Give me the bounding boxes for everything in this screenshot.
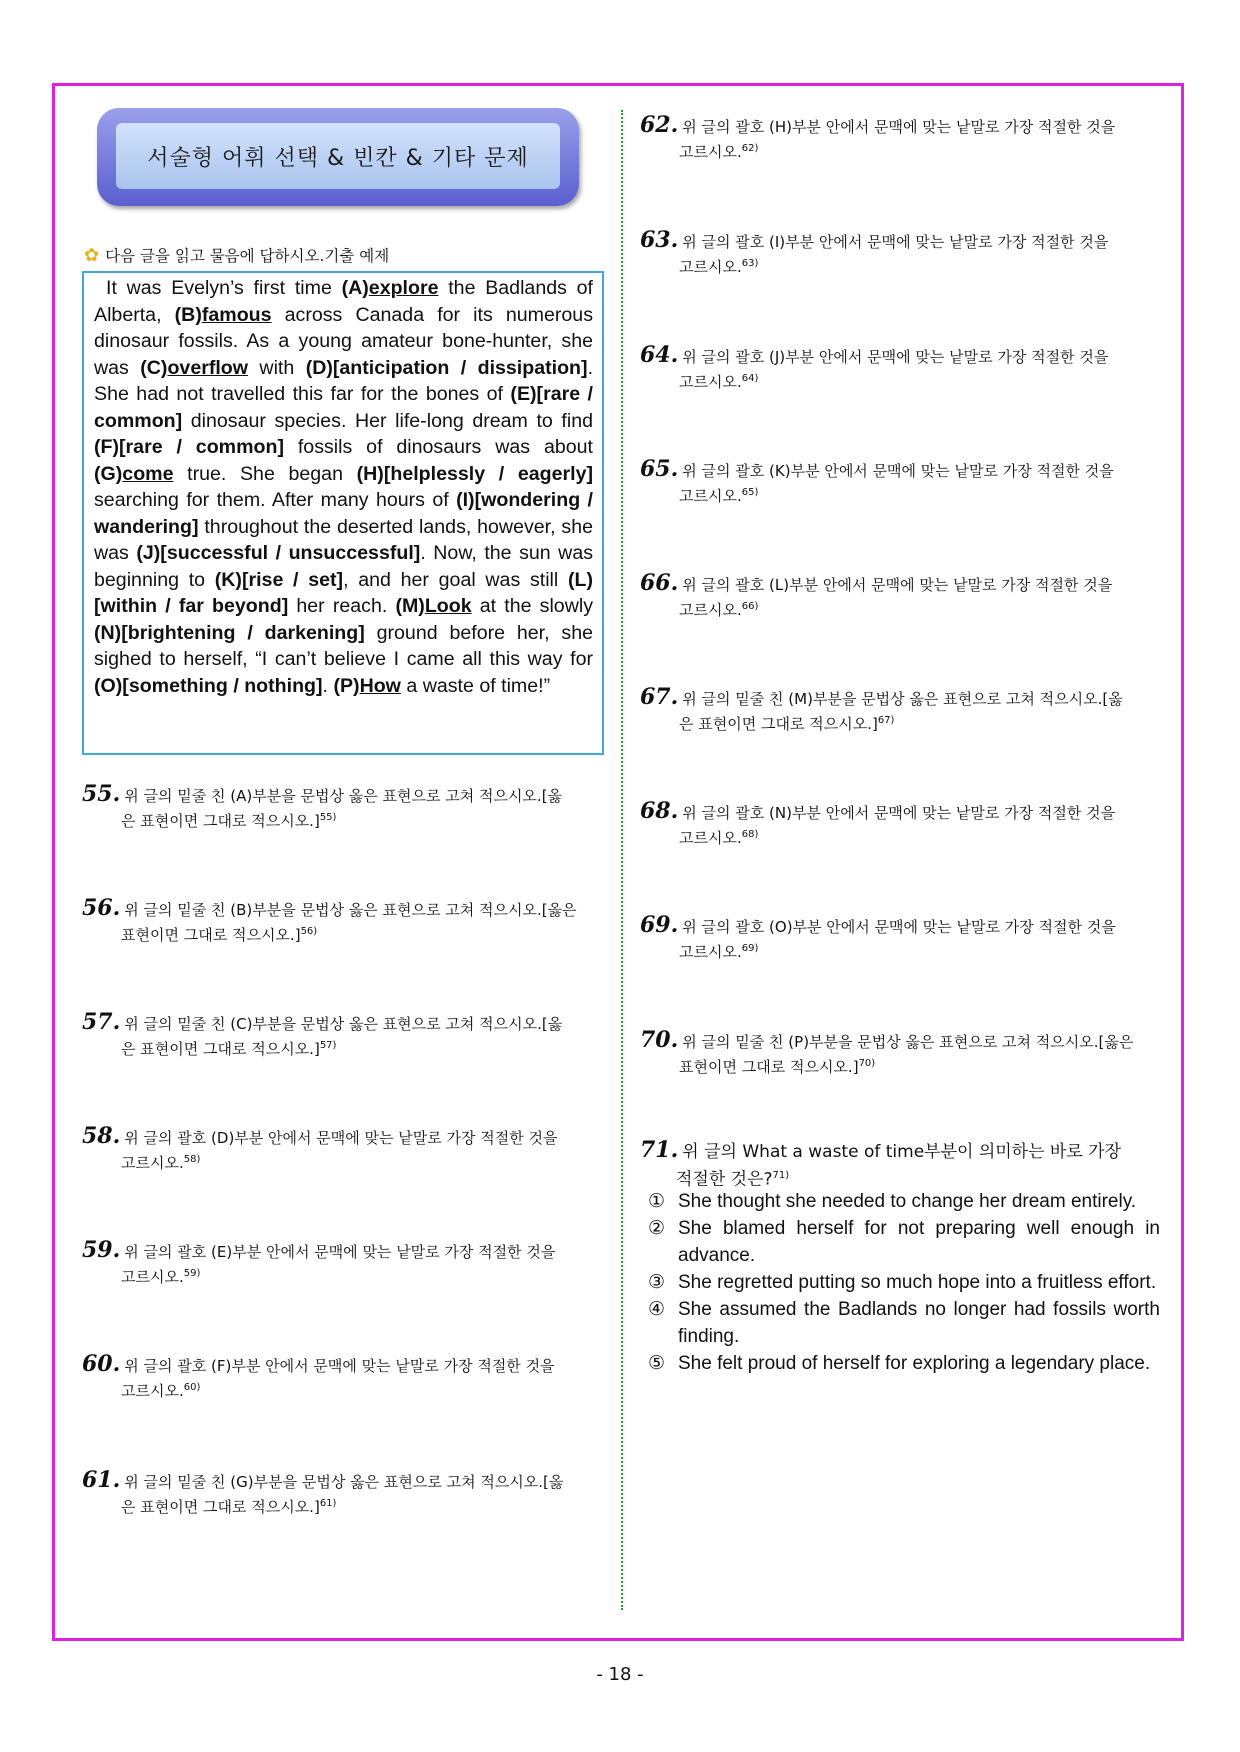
question-number: 55.: [82, 781, 121, 807]
question-61: [82, 1469, 604, 1518]
footnote-ref: 57): [319, 1040, 337, 1051]
blank-p-label: (P): [333, 674, 360, 697]
blank-b-word: famous: [201, 303, 272, 326]
question-text: 위 글의 밑줄 친 (M)부분을 문법상 옳은 표현으로 고쳐 적으시오.[옳: [682, 690, 1123, 708]
question-text: 고르시오.: [679, 143, 742, 161]
passage-text: a waste of time!”: [400, 674, 551, 697]
option-marker: ②: [648, 1218, 666, 1239]
question-62: [640, 114, 1162, 163]
footnote-ref: 58): [183, 1154, 201, 1165]
passage-text: with: [248, 356, 306, 379]
footnote-ref: 68): [741, 829, 759, 840]
passage-text: .: [322, 674, 334, 697]
question-text: 위 글의 괄호 (O)부분 안에서 문맥에 맞는 낱말로 가장 적절한 것을: [682, 918, 1116, 936]
flower-icon: ✿: [84, 244, 100, 266]
question-text: 위 글의 괄호 (E)부분 안에서 문맥에 맞는 낱말로 가장 적절한 것을: [124, 1243, 556, 1261]
question-55: [82, 783, 604, 832]
blank-f: (F)[rare / common]: [94, 436, 284, 458]
column-divider: [621, 110, 623, 1610]
blank-m-word: Look: [424, 595, 472, 617]
question-number: 68.: [640, 798, 679, 824]
question-text: 위 글의 밑줄 친 (G)부분을 문법상 옳은 표현으로 고쳐 적으시오.[옳: [124, 1473, 564, 1491]
blank-l: (L)[within / far beyond]: [94, 568, 594, 617]
blank-g-word: come: [122, 462, 174, 485]
question-text: 위 글의 괄호 (I)부분 안에서 문맥에 맞는 낱말로 가장 적절한 것을: [682, 233, 1109, 251]
question-number: 64.: [640, 342, 679, 368]
question-text: 위 글의 밑줄 친 (P)부분을 문법상 옳은 표현으로 고쳐 적으시오.[옳은: [682, 1033, 1134, 1051]
question-number: 71.: [640, 1137, 679, 1163]
option-text: She assumed the Badlands no longer had fossils worth finding.: [678, 1299, 1160, 1347]
question-text: 위 글의 괄호 (L)부분 안에서 문맥에 맞는 낱말로 가장 적절한 것을: [682, 576, 1113, 594]
footnote-ref: 63): [741, 258, 759, 269]
reading-passage: [82, 271, 604, 755]
section-title: 서술형 어휘 선택 & 빈칸 & 기타 문제: [116, 123, 560, 189]
option-3[interactable]: [648, 1269, 1160, 1296]
question-text: 위 글의 괄호 (J)부분 안에서 문맥에 맞는 낱말로 가장 적절한 것을: [682, 348, 1109, 366]
passage-text: across Canada for its numerous dinosaur fossils. As a young amateur bone-hunter, she was: [94, 303, 593, 379]
blank-c-label: (C): [140, 356, 168, 379]
blank-c-word: overflow: [167, 356, 249, 379]
passage-text: It was Evelyn’s first time: [106, 277, 342, 299]
page-number: - 18 -: [596, 1664, 644, 1685]
question-text: 위 글의 What a waste of time부분이 의미하는 바로 가장: [682, 1142, 1122, 1162]
blank-g-label: (G): [94, 462, 123, 485]
question-text: 고르시오.: [679, 487, 742, 505]
footnote-ref: 62): [741, 143, 759, 154]
blank-o: (O)[something / nothing]: [94, 674, 323, 697]
option-text: She regretted putting so much hope into a fruitless effort.: [678, 1272, 1157, 1293]
question-text: 고르시오.: [121, 1268, 184, 1286]
footnote-ref: 67): [877, 715, 895, 726]
blank-j: (J)[successful / unsuccessful]: [136, 542, 421, 564]
question-number: 62.: [640, 112, 679, 138]
option-1[interactable]: [648, 1188, 1160, 1215]
blank-m-label: (M): [395, 595, 425, 617]
footnote-ref: 59): [183, 1268, 201, 1279]
question-63: [640, 229, 1162, 278]
passage-text: the Badlands of Alberta,: [94, 277, 593, 326]
question-text: 표현이면 그대로 적으시오.]: [121, 926, 301, 944]
option-marker: ⑤: [648, 1353, 666, 1374]
question-68: [640, 800, 1162, 849]
question-text: 고르시오.: [679, 258, 742, 276]
footnote-ref: 69): [741, 943, 759, 954]
question-number: 69.: [640, 912, 679, 938]
question-number: 66.: [640, 570, 679, 596]
footnote-ref: 71): [772, 1170, 790, 1181]
question-text: 은 표현이면 그대로 적으시오.]: [679, 715, 878, 733]
question-text: 위 글의 괄호 (N)부분 안에서 문맥에 맞는 낱말로 가장 적절한 것을: [682, 804, 1116, 822]
blank-b-label: (B): [174, 303, 202, 326]
option-5[interactable]: [648, 1350, 1160, 1377]
question-text: 고르시오.: [121, 1154, 184, 1172]
question-text: 은 표현이면 그대로 적으시오.]: [121, 812, 320, 830]
blank-p-word: How: [359, 674, 401, 697]
question-number: 56.: [82, 895, 121, 921]
footnote-ref: 55): [319, 812, 337, 823]
blank-a-word: explore: [368, 277, 439, 299]
blank-e: (E)[rare / common]: [94, 383, 593, 432]
blank-k: (K)[rise / set]: [214, 568, 344, 591]
question-59: [82, 1239, 604, 1288]
option-text: She felt proud of herself for exploring a legendary place.: [678, 1353, 1151, 1374]
section-title-box: [97, 108, 579, 206]
question-70: [640, 1029, 1162, 1078]
question-text: 고르시오.: [679, 373, 742, 391]
option-2[interactable]: [648, 1215, 1160, 1269]
question-text: 적절한 것은?: [676, 1169, 773, 1190]
footnote-ref: 65): [741, 487, 759, 498]
question-text: 위 글의 괄호 (F)부분 안에서 문맥에 맞는 낱말로 가장 적절한 것을: [124, 1357, 555, 1375]
passage-text: searching for them. After many hours of: [94, 489, 457, 511]
question-71: [640, 1138, 1162, 1192]
option-marker: ①: [648, 1191, 666, 1212]
passage-text: her reach.: [288, 595, 396, 617]
question-64: [640, 344, 1162, 393]
question-60: [82, 1353, 604, 1402]
passage-text: true. She began: [173, 462, 357, 485]
question-number: 63.: [640, 227, 679, 253]
passage-text: . Now, the sun was beginning to: [94, 542, 594, 591]
passage-text: , and her goal was still: [343, 568, 568, 591]
question-text: 위 글의 괄호 (H)부분 안에서 문맥에 맞는 낱말로 가장 적절한 것을: [682, 118, 1116, 136]
question-56: [82, 897, 604, 946]
footnote-ref: 61): [319, 1498, 337, 1509]
passage-text: dinosaur species. Her life-long dream to find: [182, 409, 593, 432]
footnote-ref: 60): [183, 1382, 201, 1393]
question-text: 위 글의 괄호 (K)부분 안에서 문맥에 맞는 낱말로 가장 적절한 것을: [682, 462, 1114, 480]
question-text: 고르시오.: [679, 829, 742, 847]
question-number: 58.: [82, 1123, 121, 1149]
blank-n: (N)[brightening / darkening]: [94, 621, 365, 644]
question-text: 은 표현이면 그대로 적으시오.]: [121, 1498, 320, 1516]
question-text: 위 글의 밑줄 친 (C)부분을 문법상 옳은 표현으로 고쳐 적으시오.[옳: [124, 1015, 563, 1033]
passage-text: ground before her, she sighed to herself, “I can’t believe I came all this way for: [94, 621, 593, 670]
question-57: [82, 1011, 604, 1060]
option-marker: ④: [648, 1299, 666, 1320]
question-text: 고르시오.: [121, 1382, 184, 1400]
question-66: [640, 572, 1162, 621]
question-text: 표현이면 그대로 적으시오.]: [679, 1058, 859, 1076]
blank-d: (D)[anticipation / dissipation]: [305, 356, 588, 379]
instruction-text: 다음 글을 읽고 물음에 답하시오.기출 예제: [105, 247, 390, 265]
passage-text: throughout the deserted lands, however, she was: [94, 515, 593, 564]
blank-a-label: (A): [341, 277, 369, 299]
instruction: [84, 244, 389, 266]
question-number: 61.: [82, 1467, 121, 1493]
passage-text: at the slowly: [471, 595, 593, 617]
question-text: 고르시오.: [679, 601, 742, 619]
footnote-ref: 56): [300, 926, 318, 937]
question-text: 위 글의 밑줄 친 (A)부분을 문법상 옳은 표현으로 고쳐 적으시오.[옳: [124, 787, 563, 805]
blank-i: (I)[wondering / wandering]: [94, 489, 593, 538]
question-number: 67.: [640, 684, 679, 710]
option-text: She blamed herself for not preparing well enough in advance.: [678, 1218, 1160, 1266]
option-marker: ③: [648, 1272, 666, 1293]
question-number: 65.: [640, 456, 679, 482]
question-text: 위 글의 밑줄 친 (B)부분을 문법상 옳은 표현으로 고쳐 적으시오.[옳은: [124, 901, 577, 919]
question-text: 위 글의 괄호 (D)부분 안에서 문맥에 맞는 낱말로 가장 적절한 것을: [124, 1129, 558, 1147]
question-number: 59.: [82, 1237, 121, 1263]
footnote-ref: 66): [741, 601, 759, 612]
question-text: 고르시오.: [679, 943, 742, 961]
question-58: [82, 1125, 604, 1174]
question-number: 57.: [82, 1009, 121, 1035]
blank-h: (H)[helplessly / eagerly]: [356, 462, 593, 485]
question-number: 60.: [82, 1351, 121, 1377]
passage-text: fossils of dinosaurs was about: [283, 436, 593, 458]
passage-text: . She had not travelled this far for the bones of: [94, 356, 594, 405]
footnote-ref: 70): [858, 1058, 876, 1069]
answer-options: [648, 1188, 1160, 1377]
question-text: 은 표현이면 그대로 적으시오.]: [121, 1040, 320, 1058]
question-number: 70.: [640, 1027, 679, 1053]
option-4[interactable]: [648, 1296, 1160, 1350]
question-67: [640, 686, 1162, 735]
question-69: [640, 914, 1162, 963]
option-text: She thought she needed to change her dream entirely.: [678, 1191, 1137, 1212]
question-65: [640, 458, 1162, 507]
footnote-ref: 64): [741, 373, 759, 384]
